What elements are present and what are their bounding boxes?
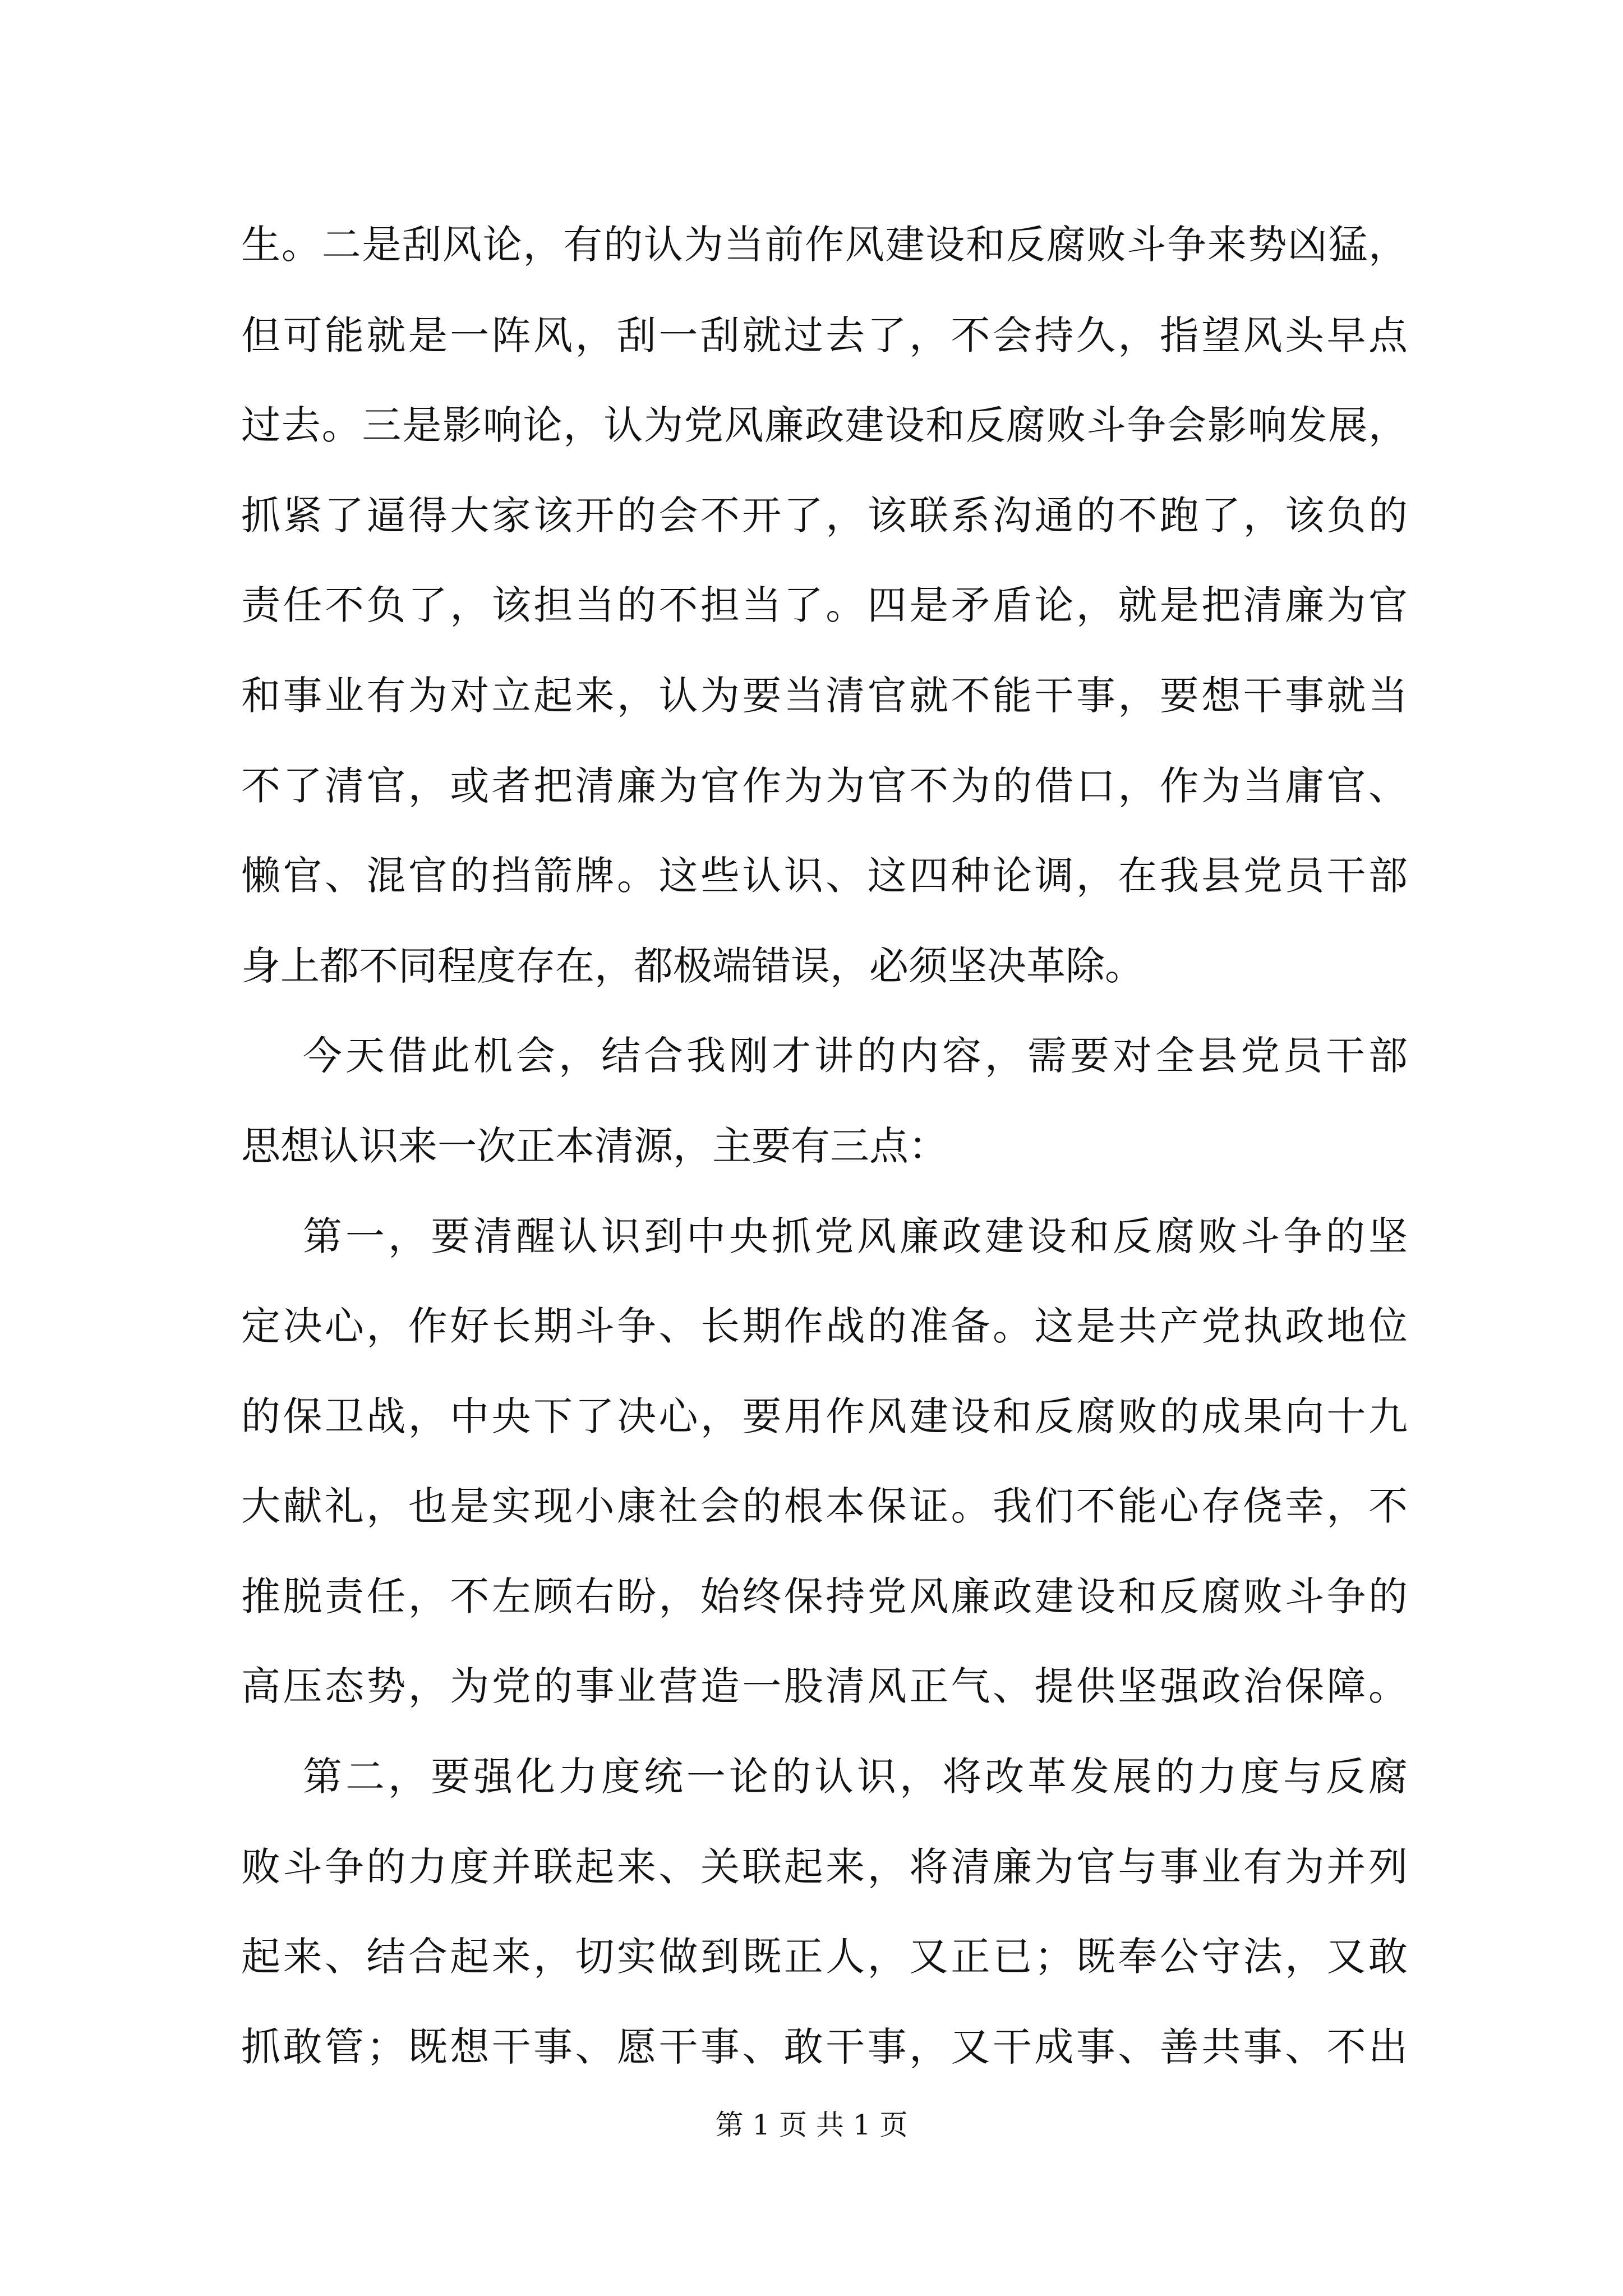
text-line-8: 懒官、混官的挡箭牌。这些认识、这四种论调，在我县党员干部: [241, 853, 1408, 899]
page-footer: 第 1 页 共 1 页: [715, 2109, 908, 2141]
text-line-17: 高压态势，为党的事业营造一股清风正气、提供坚强政治保障。: [241, 1663, 1408, 1709]
text-line-9: 身上都不同程度存在，都极端错误，必须坚决革除。: [241, 943, 1144, 989]
text-line-13: 定决心，作好长期斗争、长期作战的准备。这是共产党执政地位: [241, 1303, 1408, 1349]
text-line-1: 生。二是刮风论，有的认为当前作风建设和反腐败斗争来势凶猛，: [241, 222, 1408, 268]
text-line-14: 的保卫战，中央下了决心，要用作风建设和反腐败的成果向十九: [241, 1393, 1408, 1439]
text-line-20: 起来、结合起来，切实做到既正人，又正已；既奉公守法，又敢: [241, 1934, 1408, 1980]
text-line-6: 和事业有为对立起来，认为要当清官就不能干事，要想干事就当: [241, 673, 1408, 719]
text-line-3: 过去。三是影响论，认为党风廉政建设和反腐败斗争会影响发展，: [241, 402, 1408, 448]
text-line-4: 抓紧了逼得大家该开的会不开了，该联系沟通的不跑了，该负的: [241, 493, 1408, 539]
text-line-18: 第二，要强化力度统一论的认识，将改革发展的力度与反腐: [303, 1754, 1408, 1800]
text-line-2: 但可能就是一阵风，刮一刮就过去了，不会持久，指望风头早点: [241, 312, 1408, 358]
text-line-5: 责任不负了，该担当的不担当了。四是矛盾论，就是把清廉为官: [241, 582, 1408, 628]
text-line-11: 思想认识来一次正本清源，主要有三点：: [241, 1123, 948, 1169]
text-line-10: 今天借此机会，结合我刚才讲的内容，需要对全县党员干部: [303, 1033, 1408, 1079]
text-line-12: 第一，要清醒认识到中央抓党风廉政建设和反腐败斗争的坚: [303, 1213, 1408, 1259]
text-line-15: 大献礼，也是实现小康社会的根本保证。我们不能心存侥幸，不: [241, 1483, 1408, 1529]
text-line-7: 不了清官，或者把清廉为官作为为官不为的借口，作为当庸官、: [241, 763, 1408, 809]
text-line-21: 抓敢管；既想干事、愿干事、敢干事，又干成事、善共事、不出: [241, 2024, 1408, 2070]
text-line-19: 败斗争的力度并联起来、关联起来，将清廉为官与事业有为并列: [241, 1844, 1408, 1890]
text-line-16: 推脱责任，不左顾右盼，始终保持党风廉政建设和反腐败斗争的: [241, 1573, 1408, 1619]
